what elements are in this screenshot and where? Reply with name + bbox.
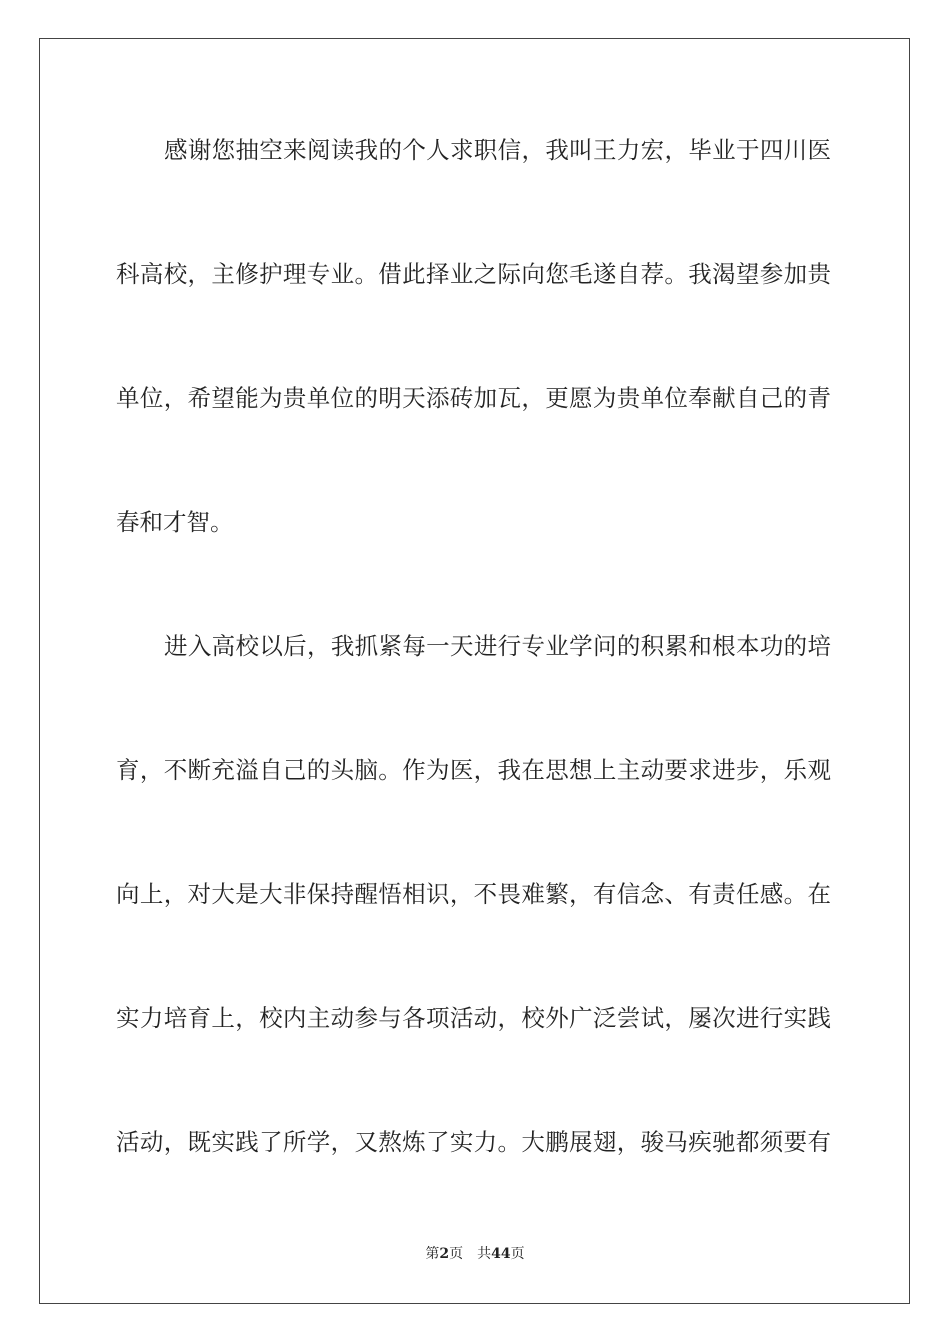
page-footer <box>0 1244 950 1264</box>
footer-total-suffix: 页 <box>510 1246 525 1262</box>
paragraph-2-line-1: 进入高校以后，我抓紧每一天进行专业学问的积累和根本功的培 <box>164 632 831 660</box>
paragraph-2-line-4: 实力培育上，校内主动参与各项活动，校外广泛尝试，屡次进行实践 <box>116 1004 831 1032</box>
total-page-count: 44 <box>491 1246 511 1262</box>
paragraph-1-line-3: 单位，希望能为贵单位的明天添砖加瓦，更愿为贵单位奉献自己的青 <box>116 384 831 412</box>
paragraph-1-line-4: 春和才智。 <box>116 508 234 536</box>
footer-page-suffix: 页 <box>449 1246 464 1262</box>
paragraph-2-line-3: 向上，对大是大非保持醒悟相识，不畏难繁，有信念、有责任感。在 <box>116 880 831 908</box>
footer-prefix: 第 <box>425 1246 440 1262</box>
current-page-number: 2 <box>439 1246 450 1262</box>
page-frame <box>39 38 910 1304</box>
paragraph-1-line-2: 科高校，主修护理专业。借此择业之际向您毛遂自荐。我渴望参加贵 <box>116 260 831 288</box>
paragraph-2-line-5: 活动，既实践了所学，又熬炼了实力。大鹏展翅，骏马疾驰都须要有 <box>116 1128 831 1156</box>
footer-total-prefix: 共 <box>477 1246 492 1262</box>
paragraph-1-line-1: 感谢您抽空来阅读我的个人求职信，我叫王力宏，毕业于四川医 <box>164 136 831 164</box>
paragraph-2-line-2: 育，不断充溢自己的头脑。作为医，我在思想上主动要求进步，乐观 <box>116 756 831 784</box>
